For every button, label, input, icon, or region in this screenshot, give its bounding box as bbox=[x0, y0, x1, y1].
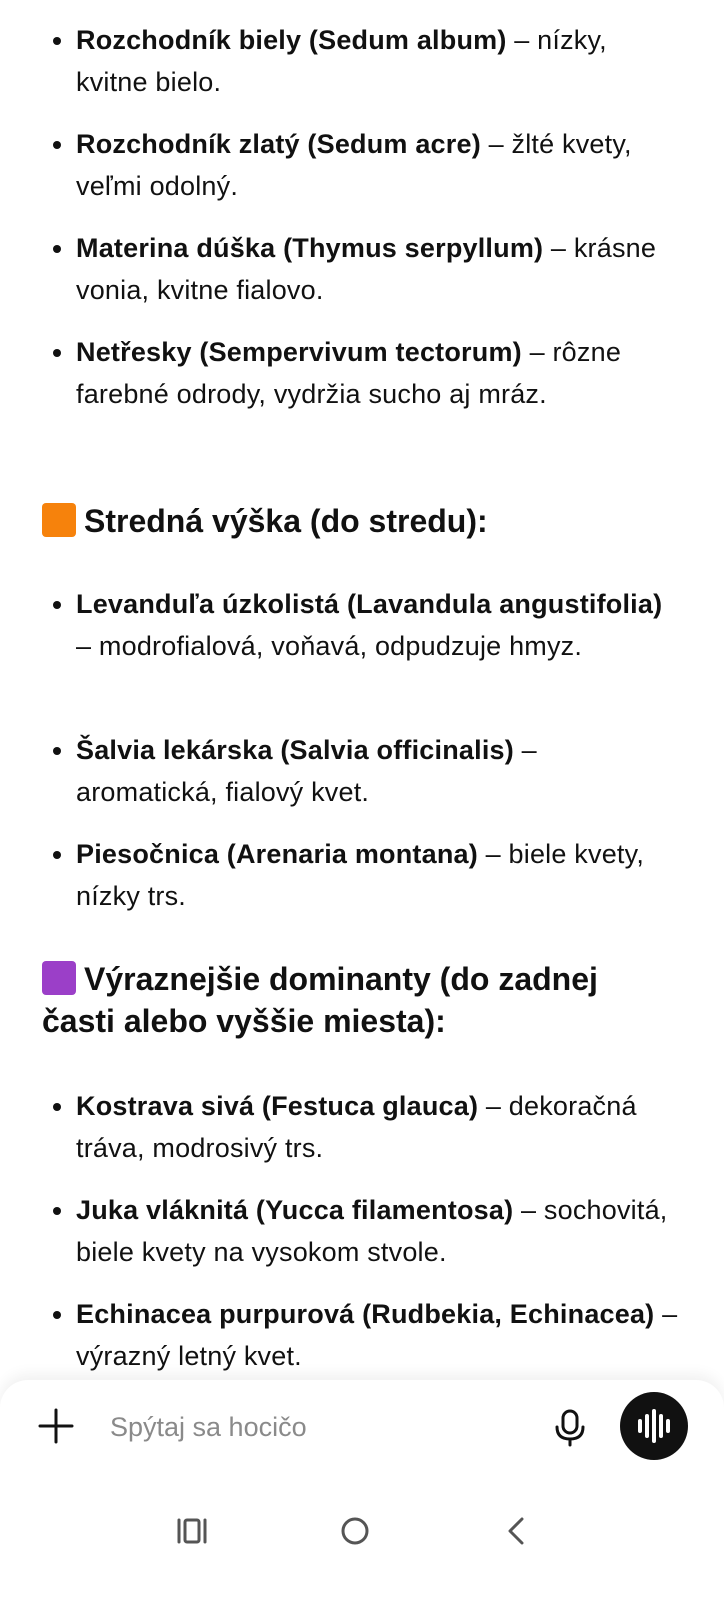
message-composer bbox=[0, 1380, 724, 1480]
plant-description: – žlté kvety, veľmi odolný. bbox=[76, 129, 632, 201]
plant-description: – krásne vonia, kvitne fialovo. bbox=[76, 233, 657, 305]
list-item bbox=[0, 833, 724, 917]
microphone-icon bbox=[550, 1408, 590, 1448]
plant-description: – rôzne farebné odrody, vydržia sucho aj mráz. bbox=[76, 337, 622, 409]
recent-apps-button[interactable] bbox=[167, 1506, 217, 1556]
voice-mode-icon bbox=[634, 1406, 674, 1446]
plant-name: Materina dúška (Thymus serpyllum) bbox=[76, 233, 544, 263]
list-item bbox=[0, 729, 724, 813]
plant-list-medium bbox=[0, 583, 724, 917]
plus-icon bbox=[36, 1406, 76, 1446]
plant-name: Levanduľa úzkolistá (Lavandula angustifolia) bbox=[76, 589, 663, 619]
plant-list-low bbox=[0, 19, 724, 457]
bullet bbox=[53, 37, 61, 45]
plant-name: Rozchodník biely (Sedum album) bbox=[76, 25, 507, 55]
dictation-button[interactable] bbox=[550, 1408, 590, 1448]
system-navigation-bar bbox=[0, 1480, 724, 1600]
list-item bbox=[0, 227, 724, 311]
plant-name: Juka vláknitá (Yucca filamentosa) bbox=[76, 1195, 514, 1225]
plant-description: – biele kvety, nízky trs. bbox=[76, 839, 645, 911]
plant-description: – sochovitá, biele kvety na vysokom stvole. bbox=[76, 1195, 668, 1267]
recent-apps-icon bbox=[167, 1506, 217, 1556]
bullet bbox=[53, 349, 61, 357]
list-item bbox=[0, 19, 724, 103]
bullet bbox=[53, 851, 61, 859]
plant-name: Rozchodník zlatý (Sedum acre) bbox=[76, 129, 481, 159]
home-button[interactable] bbox=[330, 1506, 380, 1556]
section-heading-text: Výraznejšie dominanty (do zadnej časti alebo vyššie miesta): bbox=[42, 961, 598, 1039]
plant-name: Piesočnica (Arenaria montana) bbox=[76, 839, 478, 869]
plant-description: – nízky, kvitne bielo. bbox=[76, 25, 607, 97]
voice-mode-button[interactable] bbox=[620, 1392, 688, 1460]
bullet bbox=[53, 141, 61, 149]
list-item bbox=[0, 1189, 724, 1273]
list-item bbox=[0, 1293, 724, 1377]
back-button[interactable] bbox=[492, 1506, 542, 1556]
bullet bbox=[53, 1103, 61, 1111]
plant-description: – dekoračná tráva, modrosivý trs. bbox=[76, 1091, 637, 1163]
plant-description: – výrazný letný kvet. bbox=[76, 1299, 678, 1371]
add-attachment-button[interactable] bbox=[36, 1406, 76, 1446]
section-heading-dominant bbox=[0, 958, 724, 1042]
bullet bbox=[53, 1311, 61, 1319]
section-heading-text: Stredná výška (do stredu): bbox=[84, 503, 488, 539]
bullet bbox=[53, 245, 61, 253]
plant-name: Kostrava sivá (Festuca glauca) bbox=[76, 1091, 479, 1121]
list-item bbox=[0, 583, 724, 709]
message-input[interactable] bbox=[110, 1404, 530, 1450]
plant-name: Šalvia lekárska (Salvia officinalis) bbox=[76, 735, 514, 765]
list-item bbox=[0, 1085, 724, 1169]
plant-list-dominant bbox=[0, 1085, 724, 1377]
home-icon bbox=[330, 1506, 380, 1556]
bullet bbox=[53, 747, 61, 755]
plant-name: Echinacea purpurová (Rudbekia, Echinacea) bbox=[76, 1299, 655, 1329]
bullet bbox=[53, 1207, 61, 1215]
list-item bbox=[0, 331, 724, 457]
back-icon bbox=[492, 1506, 542, 1556]
orange-square-icon bbox=[42, 503, 76, 537]
purple-square-icon bbox=[42, 961, 76, 995]
bullet bbox=[53, 601, 61, 609]
plant-description: – modrofialová, voňavá, odpudzuje hmyz. bbox=[76, 631, 583, 661]
list-item bbox=[0, 123, 724, 207]
plant-name: Netřesky (Sempervivum tectorum) bbox=[76, 337, 522, 367]
section-heading-medium bbox=[0, 500, 724, 542]
plant-description: – aromatická, fialový kvet. bbox=[76, 735, 537, 807]
